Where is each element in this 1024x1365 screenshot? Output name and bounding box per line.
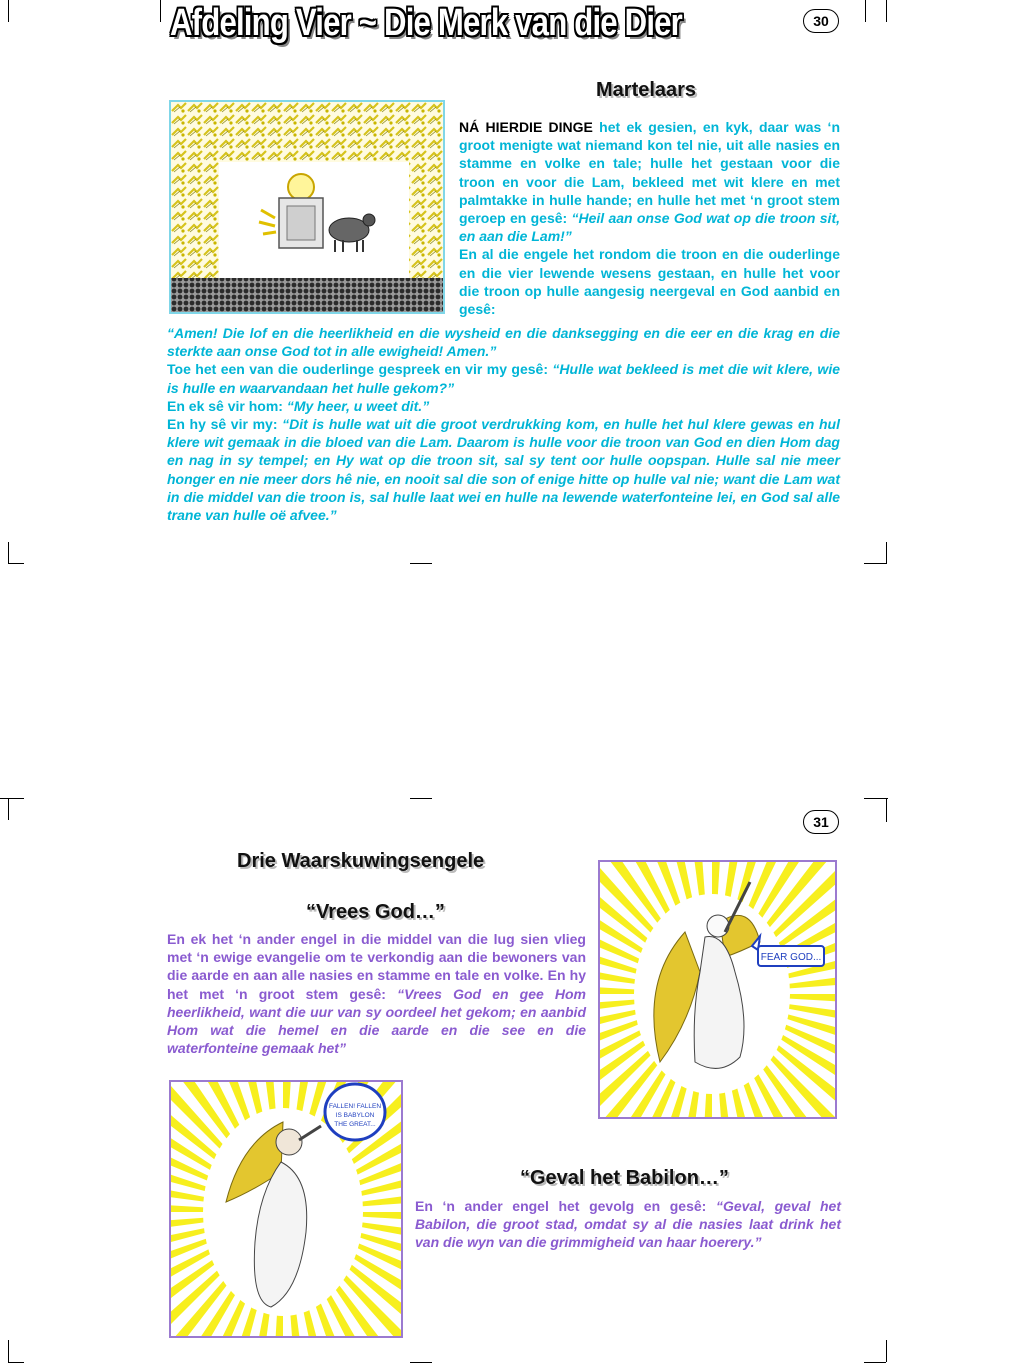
babylon-bubble-line2: IS BABYLON [335,1112,375,1119]
vrees-god-subtitle: “Vrees God…” [306,901,445,923]
page-number-31: 31 [803,810,839,834]
fear-god-bubble-text: FEAR GOD... [760,952,822,963]
babylon-bubble-line3: THE GREAT... [334,1121,376,1128]
martelaars-quote3: “Hulle wat bekleed is met die wit klere, wie is hulle en waarvandaan het hulle gekom?” [167,361,840,396]
geval-babilon-text [415,1197,841,1252]
martelaars-quote4: “My heer, u weet dit.” [286,397,430,414]
engele-title: Drie Waarskuwingsengele [237,850,485,872]
vrees-god-body: En ek het ‘n ander engel in die middel van die lug sien vlieg met ‘n ewige evangelie om te verkondig aan die bewoners van die aarde en aan alle nasies en stamme en tale en volke. En hy het met ‘n groot stem gesê: [167,931,586,1002]
martelaars-p2: En al die engele het rondom die troon en die ouderlinge en die vier lewende wesens gestaan, en hulle het voor die troon op hulle aangesig neergeval en God aanbid en gesê: [459,246,840,318]
martelaars-lead: NÁ HIERDIE DINGE [459,119,593,135]
martelaars-p4: En ek sê vir hom: [167,397,287,414]
martelaars-p5: En hy sê vir my: [167,416,283,433]
geval-babilon-body: En ‘n ander engel het gevolg en gesê: [415,1198,716,1214]
fear-god-angel-illustration [598,860,837,1119]
geval-babilon-quote: “Geval, geval het Babilon, die groot stad, omdat sy al die nasies laat drink het van die wyn van die grimmigheid van haar hoerery.” [415,1198,842,1251]
martelaars-quote2: “Amen! Die lof en die heerlikheid en die wysheid en die danksegging en die eer en die krag en die sterkte aan onse God tot in alle ewigheid! Amen.” [167,325,840,360]
vrees-god-text [167,930,586,1057]
martelaars-quote5: “Dit is hulle wat uit die groot verdrukking kom, en hulle het hul klere gewas en hul klere wit gemaak in die bloed van die Lam. Daarom is hulle voor die troon van God en dien Hom dag en nag in sy tempel; en Hy wat op die troon sit, sal sy tent oor hulle oopspan. Hulle sal nie meer honger en nie meer dors hê nie, en nooit sal die son of enige hitte op hulle val nie; want die Lam wat in die middel van die troon is, sal hulle laat wei en hulle na lewende waterfonteine lei, en God sal alle trane van hulle oë afvee.” [167,416,840,524]
throne-scene-drawing [171,102,443,312]
martelaars-title: Martelaars [596,79,697,101]
martelaars-continued-text [167,324,840,524]
babylon-bubble-line1: FALLEN! FALLEN [328,1103,382,1110]
martelaars-p1: het ek gesien, en kyk, daar was ‘n groot menigte wat niemand kon tel nie, uit alle nasies en stamme en volke en tale; hulle het gestaan voor die troon en voor die Lam, bekleed met wit klere en met palmtakke in hulle hande; en hulle het met ‘n groot stem geroep en gesê: [459,119,840,227]
martelaars-p3: Toe het een van die ouderlinge gespreek en vir my gesê: [167,361,553,378]
geval-babilon-subtitle: “Geval het Babilon…” [520,1167,729,1189]
throne-multitude-illustration [169,100,445,314]
vrees-god-quote: “Vrees God en gee Hom heerlikheid, want die uur van sy oordeel het gekom; en aanbid Hom wat die hemel en die aarde en die see en die waterfonteine gemaak het” [167,985,587,1057]
page-number-30: 30 [803,9,839,33]
angel-rays-drawing-2 [171,1082,401,1336]
section-header-title: Afdeling Vier ~ Die Merk van die Dier [170,2,682,44]
angel-rays-drawing [600,862,835,1117]
babylon-angel-illustration [169,1080,403,1338]
martelaars-quote1: “Heil aan onse God wat op die troon sit, en aan die Lam!” [459,210,840,245]
martelaars-intro-text [459,118,840,318]
